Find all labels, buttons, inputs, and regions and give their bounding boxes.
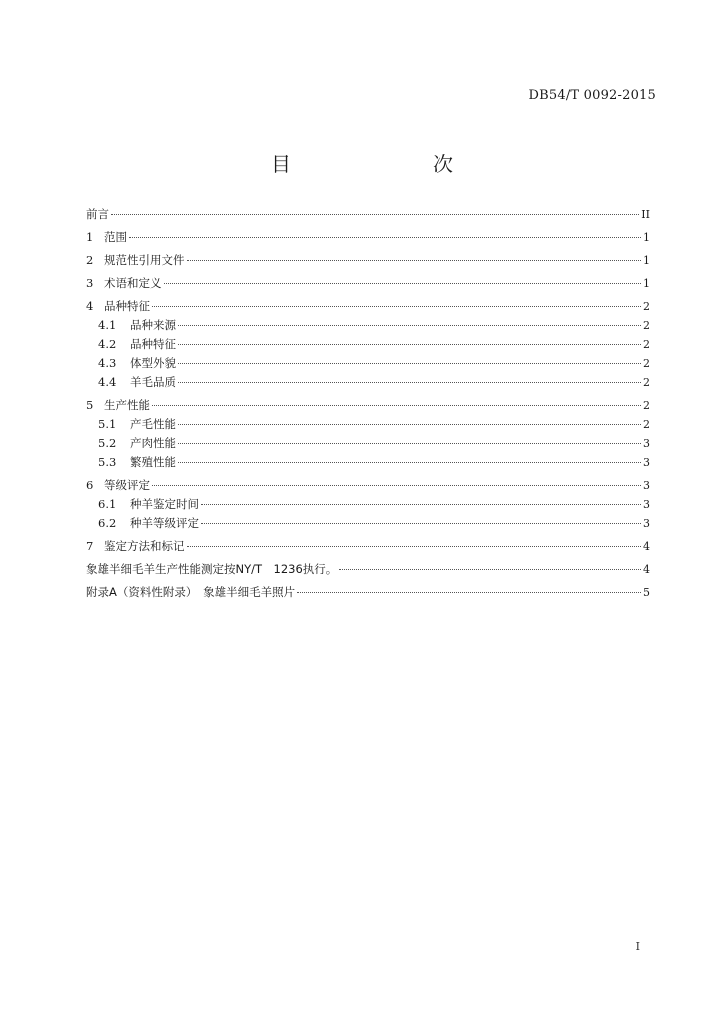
table-of-contents: [86, 205, 650, 602]
toc-entry-number: 6: [86, 478, 94, 492]
toc-entry-page: 2: [643, 338, 650, 351]
toc-entry-label: 繁殖性能: [130, 455, 176, 469]
toc-entry-number: 6.2: [98, 516, 117, 530]
dot-leader: [178, 381, 641, 383]
toc-entry-number: 6.1: [98, 497, 117, 511]
toc-entry-number: 4.1: [98, 318, 117, 332]
toc-entry-label: 鉴定方法和标记: [104, 539, 185, 553]
dot-leader: [178, 343, 641, 345]
toc-entry-label: 体型外貌: [130, 356, 176, 370]
toc-entry-page: 2: [643, 357, 650, 370]
toc-entry-page: 3: [643, 456, 650, 469]
toc-entry-label: 前言: [86, 207, 109, 221]
dot-leader: [164, 282, 642, 284]
toc-entry-label: 术语和定义: [104, 276, 162, 290]
toc-entry-5-1[interactable]: [86, 415, 650, 434]
toc-entry-label: 种羊等级评定: [130, 516, 199, 530]
toc-entry-label: 产肉性能: [130, 436, 176, 450]
toc-entry-number: 7: [86, 539, 94, 553]
toc-entry-label: 羊毛品质: [130, 375, 176, 389]
toc-entry-number: 4.2: [98, 337, 117, 351]
toc-entry-label: 等级评定: [104, 478, 150, 492]
toc-entry-number: 3: [86, 276, 94, 290]
toc-entry-page: 3: [643, 498, 650, 511]
toc-entry-4-2[interactable]: [86, 335, 650, 354]
toc-entry-4[interactable]: [86, 297, 650, 316]
toc-entry-6-1[interactable]: [86, 495, 650, 514]
toc-entry-1[interactable]: [86, 228, 650, 247]
toc-entry-label: 品种特征: [130, 337, 176, 351]
toc-entry-page: 2: [643, 319, 650, 332]
dot-leader: [187, 545, 642, 547]
toc-entry-3[interactable]: [86, 274, 650, 293]
toc-entry-page: 3: [643, 479, 650, 492]
toc-entry-page: 3: [643, 437, 650, 450]
toc-entry-4-3[interactable]: [86, 354, 650, 373]
toc-entry-page: 4: [643, 540, 650, 553]
dot-leader: [111, 213, 639, 215]
toc-entry-label: 规范性引用文件: [104, 253, 185, 267]
toc-entry-number: 5.2: [98, 436, 117, 450]
dot-leader: [178, 324, 641, 326]
toc-entry-4-4[interactable]: [86, 373, 650, 392]
toc-entry-label: 象雄半细毛羊生产性能测定按NY/T 1236执行。: [86, 562, 338, 576]
toc-entry-measurement-note[interactable]: [86, 560, 650, 579]
toc-entry-page: 3: [643, 517, 650, 530]
toc-entry-page: 1: [643, 254, 650, 267]
toc-entry-5-2[interactable]: [86, 434, 650, 453]
toc-entry-page: 5: [643, 586, 650, 599]
toc-entry-4-1[interactable]: [86, 316, 650, 335]
dot-leader: [339, 568, 641, 570]
toc-entry-6-2[interactable]: [86, 514, 650, 533]
toc-entry-label: 种羊鉴定时间: [130, 497, 199, 511]
toc-entry-7[interactable]: [86, 537, 650, 556]
toc-entry-page: 2: [643, 376, 650, 389]
toc-entry-label: 附录A（资料性附录） 象雄半细毛羊照片: [86, 585, 296, 599]
toc-entry-page: 1: [643, 277, 650, 290]
toc-entry-page: 1: [643, 231, 650, 244]
dot-leader: [201, 503, 641, 505]
toc-entry-number: 2: [86, 253, 94, 267]
toc-entry-5[interactable]: [86, 396, 650, 415]
dot-leader: [152, 404, 641, 406]
dot-leader: [187, 259, 642, 261]
dot-leader: [178, 461, 641, 463]
toc-entry-number: 4: [86, 299, 94, 313]
toc-entry-number: 4.3: [98, 356, 117, 370]
footer-page-number: I: [635, 940, 640, 953]
toc-entry-label: 品种特征: [104, 299, 150, 313]
dot-leader: [178, 423, 641, 425]
toc-entry-label: 品种来源: [130, 318, 176, 332]
dot-leader: [178, 362, 641, 364]
toc-entry-label: 生产性能: [104, 398, 150, 412]
toc-entry-label: 产毛性能: [130, 417, 176, 431]
toc-entry-number: 5.3: [98, 455, 117, 469]
dot-leader: [152, 305, 641, 307]
toc-entry-number: 1: [86, 230, 94, 244]
standard-code: DB54/T 0092-2015: [528, 88, 656, 103]
dot-leader: [129, 236, 641, 238]
toc-entry-page: 2: [643, 399, 650, 412]
toc-entry-5-3[interactable]: [86, 453, 650, 472]
toc-entry-label: 范围: [104, 230, 127, 244]
toc-entry-page: II: [641, 208, 650, 221]
toc-entry-page: 4: [643, 563, 650, 576]
toc-entry-page: 2: [643, 418, 650, 431]
page-title: 目 次: [271, 152, 487, 176]
toc-entry-number: 4.4: [98, 375, 117, 389]
toc-entry-2[interactable]: [86, 251, 650, 270]
toc-entry-page: 2: [643, 300, 650, 313]
dot-leader: [152, 484, 641, 486]
toc-entry-preface[interactable]: [86, 205, 650, 224]
toc-entry-number: 5: [86, 398, 94, 412]
dot-leader: [178, 442, 641, 444]
dot-leader: [297, 591, 641, 593]
dot-leader: [201, 522, 641, 524]
toc-entry-6[interactable]: [86, 476, 650, 495]
toc-entry-number: 5.1: [98, 417, 117, 431]
toc-entry-appendix-a[interactable]: [86, 583, 650, 602]
